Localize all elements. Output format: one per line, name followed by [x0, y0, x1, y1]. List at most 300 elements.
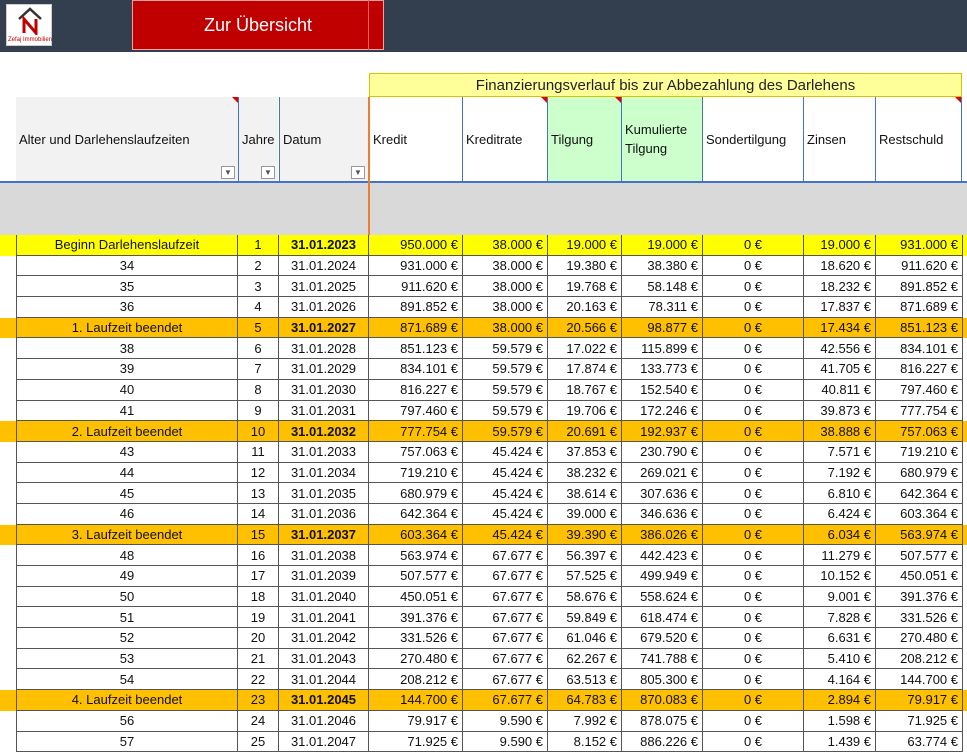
table-row	[0, 338, 967, 359]
cell-rest[interactable]: 71.925 €	[876, 711, 963, 732]
cell-jahre[interactable]: 25	[238, 732, 279, 752]
cell-datum[interactable]: 31.01.2035	[279, 483, 369, 504]
cell-rest[interactable]: 642.364 €	[876, 483, 963, 504]
cell-zinsen[interactable]: 2.894 €	[804, 690, 876, 711]
cell-kredit[interactable]: 719.210 €	[369, 463, 463, 484]
cell-tilgung[interactable]: 38.614 €	[548, 483, 622, 504]
cell-kum[interactable]: 133.773 €	[622, 359, 703, 380]
cell-rest[interactable]: 270.480 €	[876, 628, 963, 649]
cell-zinsen[interactable]: 10.152 €	[804, 566, 876, 587]
cell-kum[interactable]: 78.311 €	[622, 297, 703, 318]
cell-rate[interactable]: 9.590 €	[463, 711, 548, 732]
cell-rest[interactable]: 331.526 €	[876, 607, 963, 628]
cell-kredit[interactable]: 642.364 €	[369, 504, 463, 525]
cell-sonder[interactable]: 0 €	[703, 235, 804, 256]
cell-rate[interactable]: 67.677 €	[463, 545, 548, 566]
cell-tilgung[interactable]: 20.566 €	[548, 318, 622, 339]
cell-kum[interactable]: 741.788 €	[622, 649, 703, 670]
cell-kum[interactable]: 19.000 €	[622, 235, 703, 256]
cell-alter[interactable]: 57	[16, 732, 238, 752]
table-row	[0, 442, 967, 463]
cell-kredit[interactable]: 931.000 €	[369, 256, 463, 277]
cell-datum[interactable]: 31.01.2031	[279, 401, 369, 422]
cell-sonder[interactable]: 0 €	[703, 380, 804, 401]
cell-alter[interactable]: 49	[16, 566, 238, 587]
cell-rate[interactable]: 67.677 €	[463, 587, 548, 608]
cell-jahre[interactable]: 24	[238, 711, 279, 732]
cell-rest[interactable]: 757.063 €	[876, 421, 963, 442]
cell-jahre[interactable]: 17	[238, 566, 279, 587]
cell-jahre[interactable]: 6	[238, 338, 279, 359]
cell-rate[interactable]: 59.579 €	[463, 380, 548, 401]
cell-rate[interactable]: 45.424 €	[463, 504, 548, 525]
cell-sonder[interactable]: 0 €	[703, 504, 804, 525]
cell-datum[interactable]: 31.01.2029	[279, 359, 369, 380]
cell-datum[interactable]: 31.01.2025	[279, 276, 369, 297]
cell-kum[interactable]: 386.026 €	[622, 525, 703, 546]
cell-zinsen[interactable]: 7.571 €	[804, 442, 876, 463]
cell-kredit[interactable]: 816.227 €	[369, 380, 463, 401]
cell-sonder[interactable]: 0 €	[703, 442, 804, 463]
cell-datum[interactable]: 31.01.2034	[279, 463, 369, 484]
cell-alter[interactable]: Beginn Darlehenslaufzeit	[16, 235, 238, 256]
table-row	[0, 690, 967, 711]
cell-rate[interactable]: 67.677 €	[463, 628, 548, 649]
cell-alter[interactable]: 39	[16, 359, 238, 380]
cell-rest[interactable]: 450.051 €	[876, 566, 963, 587]
header-kreditrate	[463, 97, 548, 181]
cell-rest[interactable]: 931.000 €	[876, 235, 963, 256]
cell-sonder[interactable]: 0 €	[703, 421, 804, 442]
cell-jahre[interactable]: 11	[238, 442, 279, 463]
cell-alter[interactable]: 51	[16, 607, 238, 628]
cell-rest[interactable]: 719.210 €	[876, 442, 963, 463]
cell-jahre[interactable]: 19	[238, 607, 279, 628]
cell-tilgung[interactable]: 64.783 €	[548, 690, 622, 711]
cell-datum[interactable]: 31.01.2040	[279, 587, 369, 608]
cell-sonder[interactable]: 0 €	[703, 587, 804, 608]
cell-rate[interactable]: 9.590 €	[463, 732, 548, 752]
cell-alter[interactable]: 38	[16, 338, 238, 359]
cell-rest[interactable]: 507.577 €	[876, 545, 963, 566]
cell-datum[interactable]: 31.01.2024	[279, 256, 369, 277]
cell-rest[interactable]: 851.123 €	[876, 318, 963, 339]
cell-kredit[interactable]: 757.063 €	[369, 442, 463, 463]
cell-kredit[interactable]: 144.700 €	[369, 690, 463, 711]
cell-rate[interactable]: 45.424 €	[463, 483, 548, 504]
header-sondertilgung-label: Sondertilgung	[706, 132, 786, 147]
cell-jahre[interactable]: 13	[238, 483, 279, 504]
cell-tilgung[interactable]: 56.397 €	[548, 545, 622, 566]
cell-tilgung[interactable]: 19.768 €	[548, 276, 622, 297]
cell-alter[interactable]: 46	[16, 504, 238, 525]
cell-kredit[interactable]: 391.376 €	[369, 607, 463, 628]
cell-kum[interactable]: 192.937 €	[622, 421, 703, 442]
cell-rest[interactable]: 603.364 €	[876, 504, 963, 525]
top-bar	[0, 0, 967, 52]
cell-tilgung[interactable]: 39.390 €	[548, 525, 622, 546]
table-row	[0, 256, 967, 277]
cell-kum[interactable]: 307.636 €	[622, 483, 703, 504]
cell-datum[interactable]: 31.01.2027	[279, 318, 369, 339]
cell-kredit[interactable]: 450.051 €	[369, 587, 463, 608]
cell-kum[interactable]: 58.148 €	[622, 276, 703, 297]
cell-tilgung[interactable]: 63.513 €	[548, 669, 622, 690]
filter-dropdown-icon[interactable]: ▼	[351, 166, 365, 179]
header-zinsen-label: Zinsen	[807, 132, 846, 147]
cell-sonder[interactable]: 0 €	[703, 483, 804, 504]
cell-jahre[interactable]: 8	[238, 380, 279, 401]
cell-datum[interactable]: 31.01.2045	[279, 690, 369, 711]
cell-alter[interactable]: 35	[16, 276, 238, 297]
table-row	[0, 421, 967, 442]
cell-alter[interactable]: 52	[16, 628, 238, 649]
cell-zinsen[interactable]: 4.164 €	[804, 669, 876, 690]
cell-rate[interactable]: 45.424 €	[463, 525, 548, 546]
cell-rate[interactable]: 59.579 €	[463, 359, 548, 380]
cell-sonder[interactable]: 0 €	[703, 732, 804, 752]
cell-sonder[interactable]: 0 €	[703, 359, 804, 380]
cell-kredit[interactable]: 911.620 €	[369, 276, 463, 297]
cell-jahre[interactable]: 15	[238, 525, 279, 546]
cell-kredit[interactable]: 79.917 €	[369, 711, 463, 732]
cell-jahre[interactable]: 3	[238, 276, 279, 297]
cell-kum[interactable]: 870.083 €	[622, 690, 703, 711]
cell-zinsen[interactable]: 39.873 €	[804, 401, 876, 422]
cell-rest[interactable]: 834.101 €	[876, 338, 963, 359]
cell-zinsen[interactable]: 7.192 €	[804, 463, 876, 484]
cell-zinsen[interactable]: 6.810 €	[804, 483, 876, 504]
cell-jahre[interactable]: 10	[238, 421, 279, 442]
table-row	[0, 380, 967, 401]
cell-kredit[interactable]: 208.212 €	[369, 669, 463, 690]
cell-alter[interactable]: 34	[16, 256, 238, 277]
cell-kredit[interactable]: 507.577 €	[369, 566, 463, 587]
cell-rate[interactable]: 59.579 €	[463, 338, 548, 359]
house-n-logo-icon	[17, 7, 43, 35]
header-zinsen	[804, 97, 876, 181]
cell-datum[interactable]: 31.01.2028	[279, 338, 369, 359]
company-logo[interactable]	[6, 4, 52, 46]
table-row	[0, 463, 967, 484]
cell-zinsen[interactable]: 17.434 €	[804, 318, 876, 339]
cell-datum[interactable]: 31.01.2043	[279, 649, 369, 670]
cell-datum[interactable]: 31.01.2039	[279, 566, 369, 587]
table-row	[0, 649, 967, 670]
cell-sonder[interactable]: 0 €	[703, 649, 804, 670]
cell-tilgung[interactable]: 39.000 €	[548, 504, 622, 525]
cell-kredit[interactable]: 891.852 €	[369, 297, 463, 318]
table-row	[0, 566, 967, 587]
header-kredit	[370, 97, 463, 181]
cell-jahre[interactable]: 9	[238, 401, 279, 422]
table-row	[0, 545, 967, 566]
cell-jahre[interactable]: 12	[238, 463, 279, 484]
cell-rest[interactable]: 911.620 €	[876, 256, 963, 277]
cell-jahre[interactable]: 14	[238, 504, 279, 525]
cell-kum[interactable]: 878.075 €	[622, 711, 703, 732]
cell-kredit[interactable]: 270.480 €	[369, 649, 463, 670]
cell-kum[interactable]: 172.246 €	[622, 401, 703, 422]
cell-tilgung[interactable]: 59.849 €	[548, 607, 622, 628]
cell-jahre[interactable]: 7	[238, 359, 279, 380]
cell-rate[interactable]: 38.000 €	[463, 297, 548, 318]
cell-rest[interactable]: 680.979 €	[876, 463, 963, 484]
header-tilgung	[548, 97, 622, 181]
header-datum	[279, 97, 368, 181]
cell-rate[interactable]: 38.000 €	[463, 235, 548, 256]
cell-rate[interactable]: 45.424 €	[463, 442, 548, 463]
cell-jahre[interactable]: 1	[238, 235, 279, 256]
cell-sonder[interactable]: 0 €	[703, 318, 804, 339]
cell-kum[interactable]: 442.423 €	[622, 545, 703, 566]
cell-rate[interactable]: 45.424 €	[463, 463, 548, 484]
cell-rest[interactable]: 144.700 €	[876, 669, 963, 690]
cell-datum[interactable]: 31.01.2030	[279, 380, 369, 401]
cell-jahre[interactable]: 18	[238, 587, 279, 608]
cell-sonder[interactable]: 0 €	[703, 463, 804, 484]
cell-sonder[interactable]: 0 €	[703, 690, 804, 711]
cell-zinsen[interactable]: 6.034 €	[804, 525, 876, 546]
header-kum-tilgung	[622, 97, 703, 181]
cell-kum[interactable]: 152.540 €	[622, 380, 703, 401]
filter-dropdown-icon[interactable]: ▼	[261, 166, 275, 179]
cell-alter[interactable]: 1. Laufzeit beendet	[16, 318, 238, 339]
cell-kum[interactable]: 805.300 €	[622, 669, 703, 690]
comment-marker-icon	[615, 97, 621, 103]
cell-kum[interactable]: 679.520 €	[622, 628, 703, 649]
cell-alter[interactable]: 41	[16, 401, 238, 422]
overview-button[interactable]: Zur Übersicht	[132, 0, 384, 50]
cell-rest[interactable]: 816.227 €	[876, 359, 963, 380]
cell-tilgung[interactable]: 17.874 €	[548, 359, 622, 380]
cell-zinsen[interactable]: 18.620 €	[804, 256, 876, 277]
comment-marker-icon	[955, 97, 961, 103]
cell-jahre[interactable]: 20	[238, 628, 279, 649]
cell-alter[interactable]: 40	[16, 380, 238, 401]
cell-rate[interactable]: 67.677 €	[463, 566, 548, 587]
filter-dropdown-icon[interactable]: ▼	[221, 166, 235, 179]
cell-alter[interactable]: 2. Laufzeit beendet	[16, 421, 238, 442]
cell-tilgung[interactable]: 62.267 €	[548, 649, 622, 670]
cell-jahre[interactable]: 23	[238, 690, 279, 711]
header-sondertilgung	[703, 97, 804, 181]
cell-alter[interactable]: 36	[16, 297, 238, 318]
cell-datum[interactable]: 31.01.2036	[279, 504, 369, 525]
cell-rest[interactable]: 391.376 €	[876, 587, 963, 608]
cell-rest[interactable]: 891.852 €	[876, 276, 963, 297]
cell-alter[interactable]: 3. Laufzeit beendet	[16, 525, 238, 546]
cell-tilgung[interactable]: 19.000 €	[548, 235, 622, 256]
cell-zinsen[interactable]: 5.410 €	[804, 649, 876, 670]
header-tilgung-label: Tilgung	[551, 132, 593, 147]
cell-rate[interactable]: 38.000 €	[463, 276, 548, 297]
cell-sonder[interactable]: 0 €	[703, 401, 804, 422]
cell-tilgung[interactable]: 19.380 €	[548, 256, 622, 277]
cell-rate[interactable]: 67.677 €	[463, 607, 548, 628]
cell-rate[interactable]: 67.677 €	[463, 669, 548, 690]
cell-zinsen[interactable]: 40.811 €	[804, 380, 876, 401]
cell-rest[interactable]: 563.974 €	[876, 525, 963, 546]
cell-rate[interactable]: 38.000 €	[463, 318, 548, 339]
table-row	[0, 669, 967, 690]
cell-sonder[interactable]: 0 €	[703, 545, 804, 566]
cell-kum[interactable]: 230.790 €	[622, 442, 703, 463]
cell-datum[interactable]: 31.01.2026	[279, 297, 369, 318]
header-kredit-label: Kredit	[373, 132, 407, 147]
cell-zinsen[interactable]: 6.424 €	[804, 504, 876, 525]
cell-rate[interactable]: 67.677 €	[463, 649, 548, 670]
cell-kum[interactable]: 269.021 €	[622, 463, 703, 484]
table-header	[0, 97, 967, 183]
cell-zinsen[interactable]: 1.439 €	[804, 732, 876, 752]
cell-sonder[interactable]: 0 €	[703, 256, 804, 277]
cell-datum[interactable]: 31.01.2041	[279, 607, 369, 628]
cell-zinsen[interactable]: 19.000 €	[804, 235, 876, 256]
cell-sonder[interactable]: 0 €	[703, 628, 804, 649]
cell-kum[interactable]: 38.380 €	[622, 256, 703, 277]
cell-alter[interactable]: 56	[16, 711, 238, 732]
cell-rate[interactable]: 67.677 €	[463, 690, 548, 711]
table-row	[0, 628, 967, 649]
cell-zinsen[interactable]: 1.598 €	[804, 711, 876, 732]
cell-sonder[interactable]: 0 €	[703, 297, 804, 318]
cell-jahre[interactable]: 21	[238, 649, 279, 670]
cell-rest[interactable]: 871.689 €	[876, 297, 963, 318]
spacer-band	[0, 183, 967, 235]
cell-kredit[interactable]: 834.101 €	[369, 359, 463, 380]
table-row	[0, 401, 967, 422]
cell-kredit[interactable]: 797.460 €	[369, 401, 463, 422]
cell-sonder[interactable]: 0 €	[703, 276, 804, 297]
comment-marker-icon	[541, 97, 547, 103]
cell-sonder[interactable]: 0 €	[703, 669, 804, 690]
cell-zinsen[interactable]: 11.279 €	[804, 545, 876, 566]
cell-datum[interactable]: 31.01.2038	[279, 545, 369, 566]
cell-sonder[interactable]: 0 €	[703, 566, 804, 587]
cell-zinsen[interactable]: 7.828 €	[804, 607, 876, 628]
cell-datum[interactable]: 31.01.2032	[279, 421, 369, 442]
header-kum-tilgung-label: Kumulierte Tilgung	[625, 120, 702, 158]
cell-rest[interactable]: 63.774 €	[876, 732, 963, 752]
table-row	[0, 711, 967, 732]
cell-datum[interactable]: 31.01.2037	[279, 525, 369, 546]
cell-jahre[interactable]: 16	[238, 545, 279, 566]
cell-kredit[interactable]: 563.974 €	[369, 545, 463, 566]
cell-kredit[interactable]: 777.754 €	[369, 421, 463, 442]
cell-tilgung[interactable]: 57.525 €	[548, 566, 622, 587]
cell-tilgung[interactable]: 20.691 €	[548, 421, 622, 442]
cell-kredit[interactable]: 680.979 €	[369, 483, 463, 504]
cell-tilgung[interactable]: 58.676 €	[548, 587, 622, 608]
cell-kum[interactable]: 346.636 €	[622, 504, 703, 525]
cell-tilgung[interactable]: 61.046 €	[548, 628, 622, 649]
cell-sonder[interactable]: 0 €	[703, 607, 804, 628]
header-restschuld	[876, 97, 962, 181]
cell-tilgung[interactable]: 37.853 €	[548, 442, 622, 463]
cell-zinsen[interactable]: 9.001 €	[804, 587, 876, 608]
cell-alter[interactable]: 45	[16, 483, 238, 504]
table-row	[0, 525, 967, 546]
cell-tilgung[interactable]: 19.706 €	[548, 401, 622, 422]
cell-kredit[interactable]: 871.689 €	[369, 318, 463, 339]
cell-zinsen[interactable]: 17.837 €	[804, 297, 876, 318]
cell-tilgung[interactable]: 20.163 €	[548, 297, 622, 318]
cell-tilgung[interactable]: 7.992 €	[548, 711, 622, 732]
cell-rest[interactable]: 208.212 €	[876, 649, 963, 670]
cell-datum[interactable]: 31.01.2023	[279, 235, 369, 256]
cell-alter[interactable]: 50	[16, 587, 238, 608]
cell-zinsen[interactable]: 6.631 €	[804, 628, 876, 649]
cell-kum[interactable]: 558.624 €	[622, 587, 703, 608]
cell-rate[interactable]: 38.000 €	[463, 256, 548, 277]
cell-alter[interactable]: 43	[16, 442, 238, 463]
cell-rest[interactable]: 79.917 €	[876, 690, 963, 711]
header-datum-label: Datum	[283, 132, 321, 147]
cell-rest[interactable]: 797.460 €	[876, 380, 963, 401]
cell-alter[interactable]: 44	[16, 463, 238, 484]
cell-datum[interactable]: 31.01.2042	[279, 628, 369, 649]
cell-alter[interactable]: 53	[16, 649, 238, 670]
cell-kum[interactable]: 886.226 €	[622, 732, 703, 752]
cell-sonder[interactable]: 0 €	[703, 525, 804, 546]
cell-rest[interactable]: 777.754 €	[876, 401, 963, 422]
cell-datum[interactable]: 31.01.2044	[279, 669, 369, 690]
cell-datum[interactable]: 31.01.2047	[279, 732, 369, 752]
table-row	[0, 587, 967, 608]
cell-kredit[interactable]: 71.925 €	[369, 732, 463, 752]
table-row	[0, 732, 967, 752]
cell-alter[interactable]: 48	[16, 545, 238, 566]
cell-alter[interactable]: 4. Laufzeit beendet	[16, 690, 238, 711]
cell-datum[interactable]: 31.01.2046	[279, 711, 369, 732]
cell-zinsen[interactable]: 41.705 €	[804, 359, 876, 380]
cell-kum[interactable]: 98.877 €	[622, 318, 703, 339]
table-row	[0, 318, 967, 339]
cell-kredit[interactable]: 603.364 €	[369, 525, 463, 546]
cell-kum[interactable]: 618.474 €	[622, 607, 703, 628]
cell-tilgung[interactable]: 18.767 €	[548, 380, 622, 401]
cell-zinsen[interactable]: 38.888 €	[804, 421, 876, 442]
section-divider	[368, 97, 370, 235]
cell-kredit[interactable]: 331.526 €	[369, 628, 463, 649]
table-row	[0, 276, 967, 297]
cell-sonder[interactable]: 0 €	[703, 338, 804, 359]
table-row	[0, 504, 967, 525]
cell-tilgung[interactable]: 8.152 €	[548, 732, 622, 752]
cell-jahre[interactable]: 4	[238, 297, 279, 318]
cell-jahre[interactable]: 2	[238, 256, 279, 277]
cell-tilgung[interactable]: 38.232 €	[548, 463, 622, 484]
cell-jahre[interactable]: 5	[238, 318, 279, 339]
cell-kredit[interactable]: 851.123 €	[369, 338, 463, 359]
cell-datum[interactable]: 31.01.2033	[279, 442, 369, 463]
cell-tilgung[interactable]: 17.022 €	[548, 338, 622, 359]
header-alter	[16, 97, 238, 181]
cell-zinsen[interactable]: 18.232 €	[804, 276, 876, 297]
cell-kum[interactable]: 499.949 €	[622, 566, 703, 587]
cell-kredit[interactable]: 950.000 €	[369, 235, 463, 256]
cell-kum[interactable]: 115.899 €	[622, 338, 703, 359]
cell-jahre[interactable]: 22	[238, 669, 279, 690]
cell-rate[interactable]: 59.579 €	[463, 401, 548, 422]
cell-alter[interactable]: 54	[16, 669, 238, 690]
cell-rate[interactable]: 59.579 €	[463, 421, 548, 442]
logo-text: Zefaj Immobilien	[7, 37, 53, 43]
cell-sonder[interactable]: 0 €	[703, 711, 804, 732]
cell-zinsen[interactable]: 42.556 €	[804, 338, 876, 359]
table-row	[0, 483, 967, 504]
